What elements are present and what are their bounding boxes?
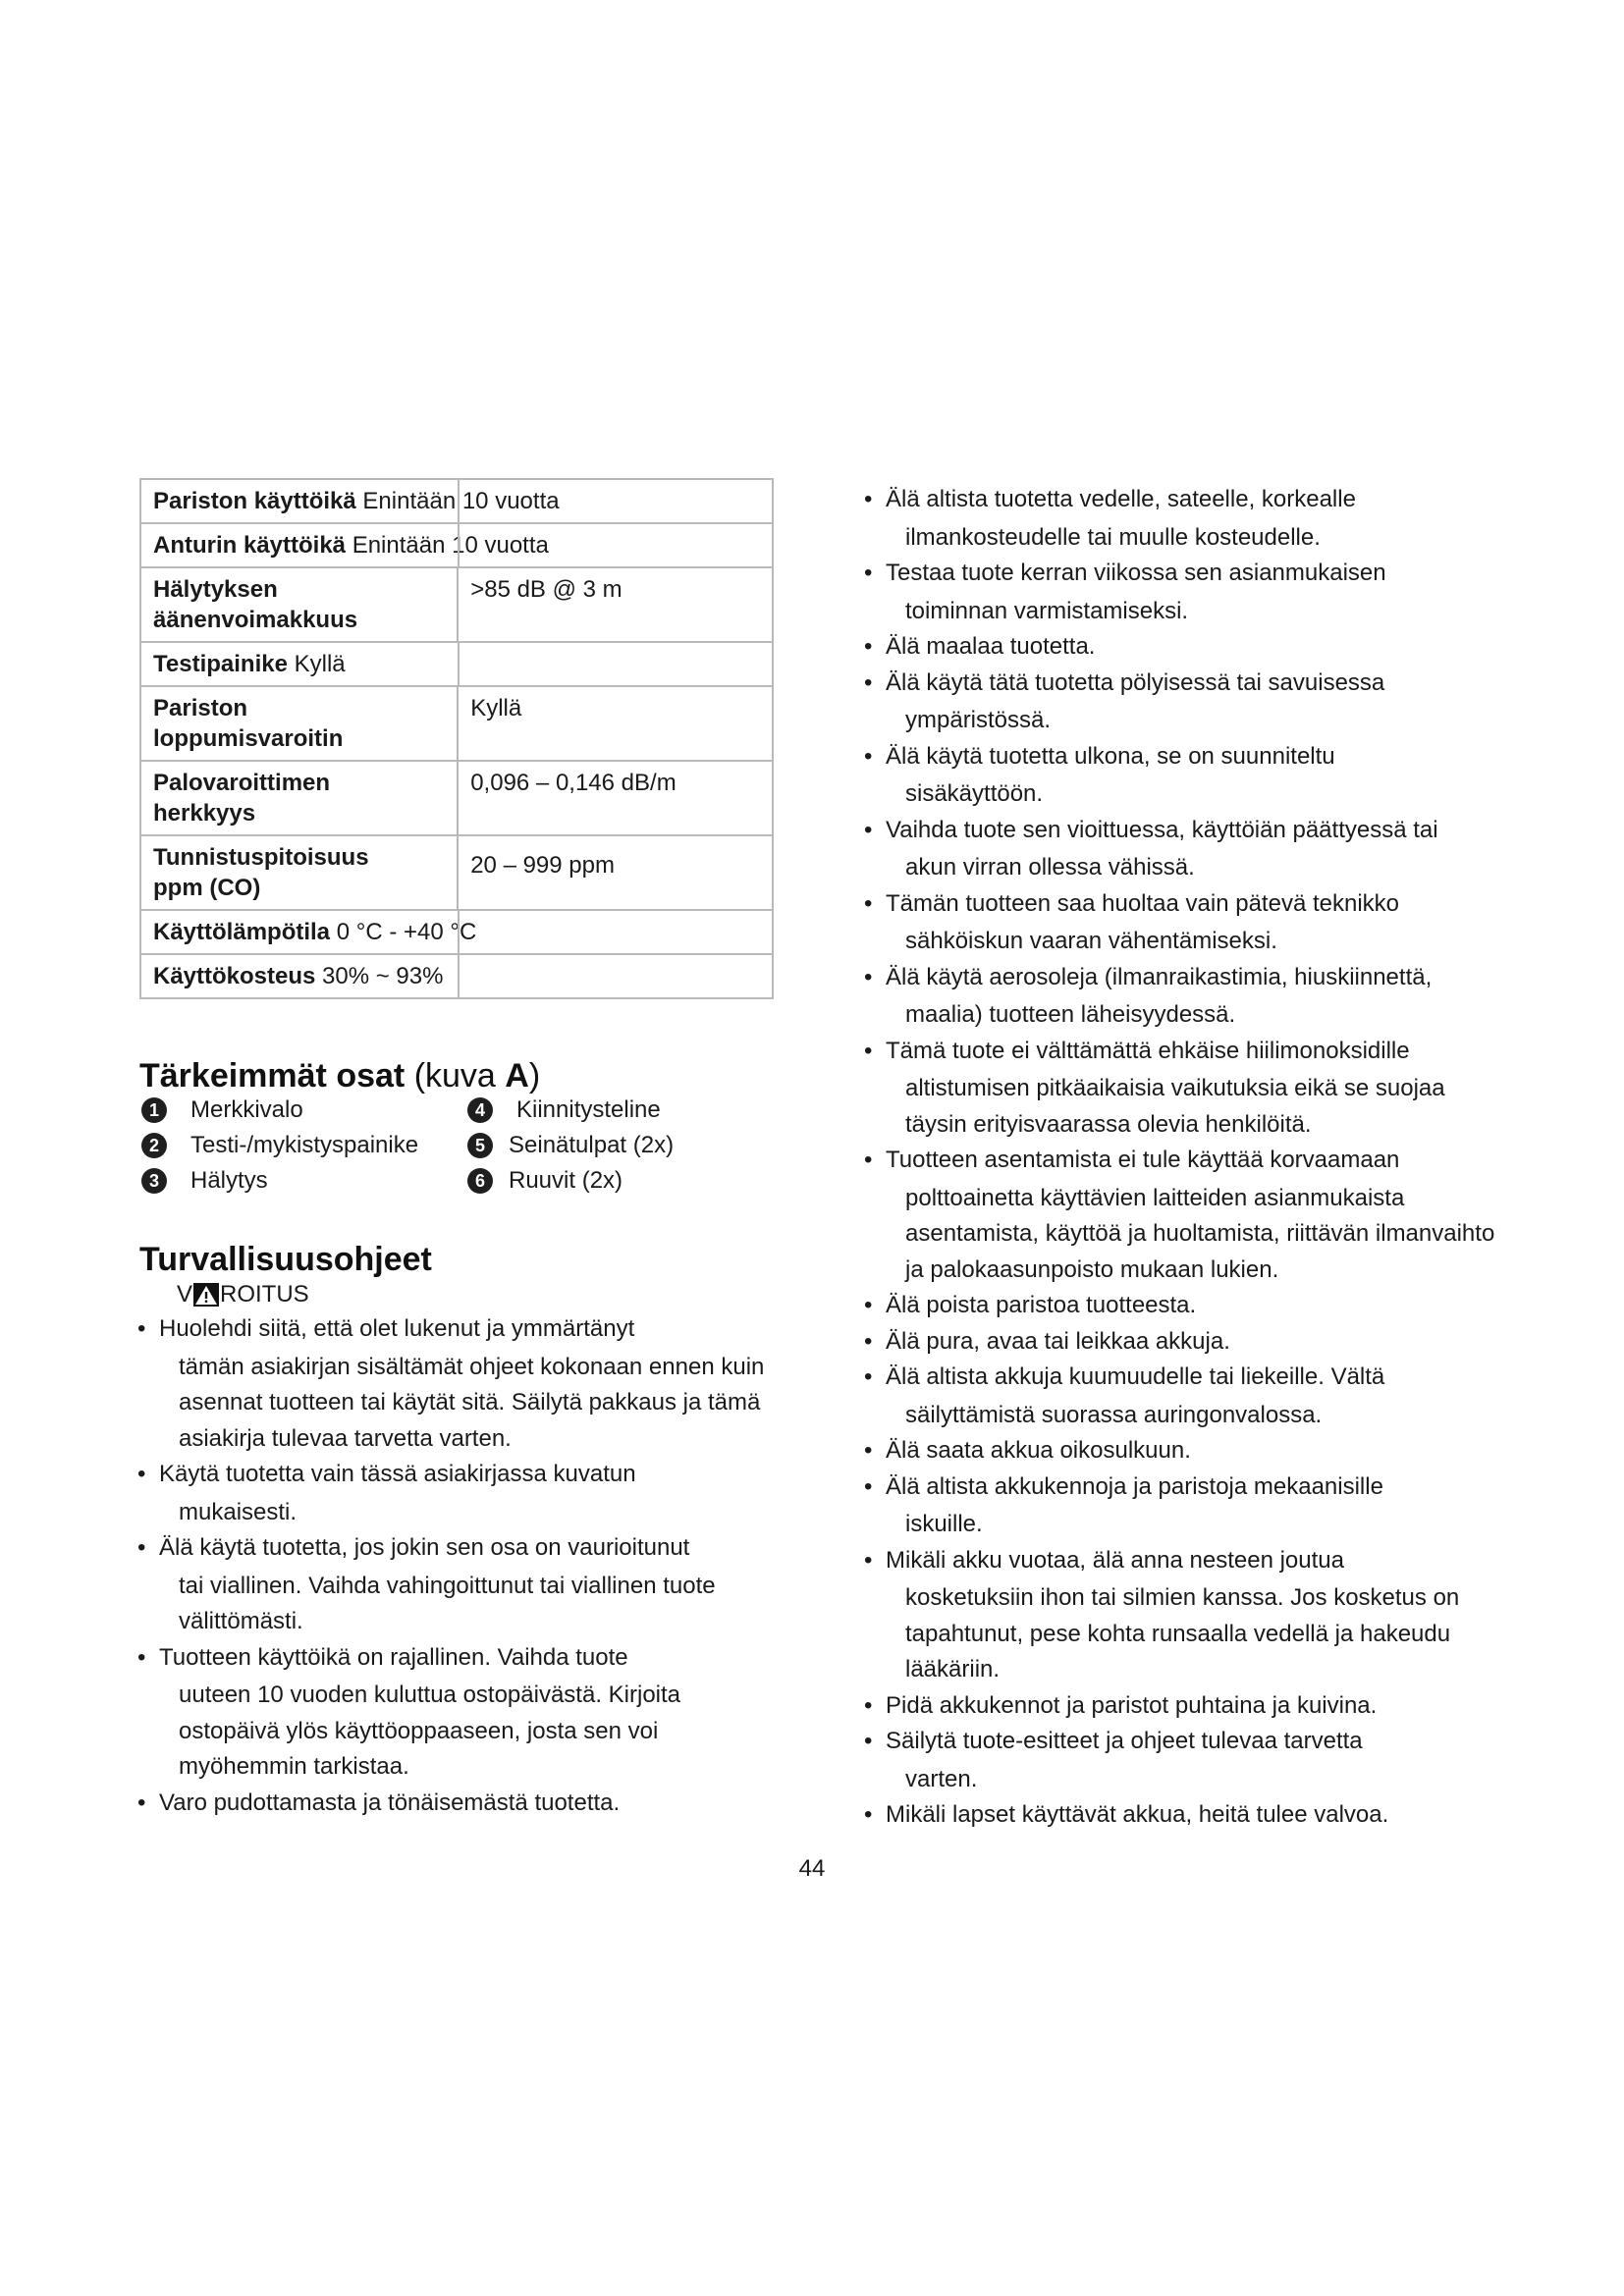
safety-list-left [137,1311,785,1821]
spec-row [140,523,773,567]
safety-list-item [864,1433,1502,1469]
spec-value-cell [458,686,773,761]
safety-item-text: • Älä käytä tätä tuotetta pölyisessä tai savuisessa ympäristössä. [886,666,1502,739]
safety-item-text: • Älä altista akkuja kuumuudelle tai liekeille. Vältä säilyttämistä suorassa auringonvalossa. [886,1360,1502,1433]
warning-prefix: V [177,1281,193,1308]
spec-value: 0,096 – 0,146 dB/m [470,770,677,796]
safety-list-item [864,1797,1502,1834]
number-badge-icon: 5 [467,1133,493,1158]
number-badge-icon: 3 [141,1168,167,1194]
spec-label: Tunnistuspitoisuus ppm (CO) [153,844,369,901]
spec-row [140,835,773,910]
page-number: 44 [798,1855,826,1882]
safety-item-text: • Älä käytä aerosoleja (ilmanraikastimia, hiuskiinnettä, maalia) tuotteen läheisyydessä. [886,960,1502,1034]
spec-value: 20 – 999 ppm [470,852,615,879]
spec-label: Käyttölämpötila [153,919,331,945]
part-item [467,1163,674,1199]
safety-list-item [864,1143,1502,1288]
spec-value: 0 °C - +40 °C [336,919,477,945]
safety-item-text: • Mikäli akku vuotaa, älä anna nesteen joutua kosketuksiin ihon tai silmien kanssa. Jos kosketus on tapahtunut, pese kohta runsaalla vedellä ja hakeudu lääkäriin. [886,1543,1502,1688]
safety-item-text: • Säilytä tuote-esitteet ja ohjeet tulevaa tarvetta varten. [886,1724,1502,1797]
spec-merged-cell [140,642,773,686]
safety-list-item [864,482,1502,556]
safety-list-item [864,1469,1502,1543]
safety-list-item [864,1688,1502,1725]
spec-value-cell [458,835,773,910]
spec-value: Enintään 10 vuotta [352,532,549,559]
safety-list-item [864,886,1502,960]
spec-row [140,567,773,642]
safety-item-continuation: tai viallinen. Vaihda vahingoittunut tai viallinen tuote välittömästi. [179,1572,716,1634]
spec-label-cell [140,686,458,761]
spec-row [140,479,773,523]
safety-item-text: • Käytä tuotetta vain tässä asiakirjassa kuvatun mukaisesti. [159,1457,785,1530]
part-item [467,1093,674,1128]
spec-value-cell [458,567,773,642]
safety-item-text: • Älä käytä tuotetta ulkona, se on suunniteltu sisäkäyttöön. [886,739,1502,813]
safety-list-item [137,1530,785,1640]
safety-item-continuation: mukaisesti. [179,1498,298,1525]
safety-item-text: • Tuotteen käyttöikä on rajallinen. Vaihda tuote uuteen 10 vuoden kuluttua ostopäivästä. Kirjoita ostopäivä ylös käyttöoppaaseen, josta sen voi myöhemmin tarkistaa. [159,1640,785,1786]
safety-item-continuation: iskuille. [905,1511,983,1537]
safety-item-text: • Pidä akkukennot ja paristot puhtaina ja kuivina. [886,1691,1378,1719]
parts-heading-paren-open: (kuva [413,1057,506,1095]
warning-label [177,1281,309,1308]
safety-list-item [137,1640,785,1786]
safety-item-text: • Älä altista akkukennoja ja paristoja mekaanisille iskuille. [886,1469,1502,1543]
spec-label: Pariston käyttöikä [153,488,356,514]
spec-value: >85 dB @ 3 m [470,576,623,603]
safety-list-item [137,1311,785,1457]
part-label: Merkkivalo [190,1096,303,1123]
spec-merged-cell [140,954,773,998]
safety-list-item [864,813,1502,886]
safety-list-item [864,960,1502,1034]
safety-list-item [864,1288,1502,1324]
spec-row [140,642,773,686]
spec-label: Pariston loppumisvaroitin [153,695,344,752]
safety-item-continuation: säilyttämistä suorassa auringonvalossa. [905,1401,1323,1428]
spec-row [140,954,773,998]
safety-item-continuation: ilmankosteudelle tai muulle kosteudelle. [905,523,1321,551]
safety-item-text: • Testaa tuote kerran viikossa sen asianmukaisen toiminnan varmistamiseksi. [886,556,1502,629]
part-item [467,1128,674,1163]
safety-item-continuation: sisäkäyttöön. [905,780,1044,807]
safety-list-item [864,1034,1502,1144]
number-badge-icon: 2 [141,1133,167,1158]
parts-heading [139,1057,540,1095]
safety-list-item [864,1324,1502,1361]
part-item [141,1163,418,1199]
safety-list-item [864,739,1502,813]
spec-value: 30% ~ 93% [322,963,444,989]
safety-list-item [137,1786,785,1822]
safety-item-text: • Älä saata akkua oikosulkuun. [886,1437,1191,1464]
warning-triangle-icon [193,1283,219,1307]
part-label: Hälytys [190,1167,268,1194]
part-label: Kiinnitysteline [516,1096,661,1123]
spec-label: Testipainike [153,651,288,677]
safety-item-text: • Älä maalaa tuotetta. [886,633,1096,660]
safety-list-item [864,1543,1502,1688]
parts-heading-bold: Tärkeimmät osat [139,1057,406,1095]
safety-list-item [864,1724,1502,1797]
part-label: Ruuvit (2x) [509,1167,623,1194]
spec-row [140,761,773,835]
spec-value: Kyllä [470,695,522,721]
safety-item-continuation: sähköiskun vaaran vähentämiseksi. [905,928,1277,954]
spec-label: Hälytyksen äänenvoimakkuus [153,576,358,633]
warning-rest: ROITUS [220,1281,309,1308]
parts-heading-paren-close: ) [528,1057,541,1095]
number-badge-icon: 4 [467,1097,493,1123]
spec-label-cell [140,761,458,835]
safety-item-text: • Älä pura, avaa tai leikkaa akkuja. [886,1327,1230,1355]
spec-value: Kyllä [294,651,346,677]
safety-item-continuation: polttoainetta käyttävien laitteiden asianmukaista asentamista, käyttöä ja huoltamista, riittävän ilmanvaihto ja palokaasunpoisto mukaan lukien. [905,1184,1495,1283]
part-label: Seinätulpat (2x) [509,1132,675,1158]
number-badge-icon: 1 [141,1097,167,1123]
safety-item-text: • Älä altista tuotetta vedelle, sateelle, korkealle ilmankosteudelle tai muulle kosteudelle. [886,482,1502,556]
part-item [141,1093,418,1128]
safety-item-text: • Tämä tuote ei välttämättä ehkäise hiilimonoksidille altistumisen pitkäaikaisia vaikutuksia eikä se suojaa täysin erityisvaarassa olevia henkilöitä. [886,1034,1502,1144]
spec-value: Enintään 10 vuotta [362,488,560,514]
safety-list-item [864,666,1502,739]
safety-item-text: • Huolehdi siitä, että olet lukenut ja ymmärtänyt tämän asiakirjan sisältämät ohjeet kokonaan ennen kuin asennat tuotteen tai käytät sitä. Säilytä pakkaus ja tämä asiakirja tulevaa tarvetta varten. [159,1311,785,1457]
safety-item-continuation: uuteen 10 vuoden kuluttua ostopäivästä. Kirjoita ostopäivä ylös käyttöoppaaseen, josta sen voi myöhemmin tarkistaa. [179,1682,681,1780]
safety-item-continuation: maalia) tuotteen läheisyydessä. [905,1001,1236,1028]
safety-item-text: • Älä poista paristoa tuotteesta. [886,1292,1197,1318]
spec-table [139,478,774,999]
spec-merged-cell [140,479,773,523]
safety-item-text: • Tuotteen asentamista ei tule käyttää korvaamaan polttoainetta käyttävien laitteiden asianmukaista asentamista, käyttöä ja huoltamista, riittävän ilmanvaihto ja palokaasunpoisto mukaan lukien. [886,1143,1502,1288]
safety-list-right [864,482,1502,1834]
part-label: Testi-/mykistyspainike [190,1132,419,1158]
safety-item-text: • Varo pudottamasta ja tönäisemästä tuotetta. [159,1789,621,1816]
safety-item-text: • Älä käytä tuotetta, jos jokin sen osa on vaurioitunut tai viallinen. Vaihda vahingoittunut tai viallinen tuote välittömästi. [159,1530,785,1640]
spec-row [140,910,773,954]
parts-list-left [141,1093,418,1199]
safety-item-continuation: varten. [905,1765,978,1792]
safety-list-item [864,1360,1502,1433]
safety-list-item [864,556,1502,629]
safety-item-continuation: ympäristössä. [905,707,1052,733]
spec-merged-cell [140,910,773,954]
spec-label-cell [140,567,458,642]
safety-item-continuation: tämän asiakirjan sisältämät ohjeet kokonaan ennen kuin asennat tuotteen tai käytät sitä. Säilytä pakkaus ja tämä asiakirja tulevaa tarvetta varten. [179,1353,765,1452]
parts-list-right [467,1093,674,1199]
spec-value-cell [458,761,773,835]
safety-item-text: • Vaihda tuote sen vioittuessa, käyttöiän päättyessä tai akun virran ollessa vähissä. [886,813,1502,886]
spec-row [140,686,773,761]
safety-item-text: • Mikäli lapset käyttävät akkua, heitä tulee valvoa. [886,1801,1389,1828]
spec-label-cell [140,835,458,910]
safety-heading: Turvallisuusohjeet [139,1241,432,1278]
safety-list-item [137,1457,785,1530]
spec-label: Käyttökosteus [153,963,316,989]
parts-heading-letter: A [505,1057,529,1095]
spec-label: Anturin käyttöikä [153,532,347,559]
safety-item-continuation: altistumisen pitkäaikaisia vaikutuksia eikä se suojaa täysin erityisvaarassa olevia henkilöitä. [905,1075,1445,1138]
safety-item-continuation: toiminnan varmistamiseksi. [905,597,1189,624]
safety-item-continuation: akun virran ollessa vähissä. [905,854,1195,881]
spec-label: Palovaroittimen herkkyys [153,770,331,827]
safety-item-text: • Tämän tuotteen saa huoltaa vain pätevä teknikko sähköiskun vaaran vähentämiseksi. [886,886,1502,960]
part-item [141,1128,418,1163]
number-badge-icon: 6 [467,1168,493,1194]
safety-list-item [864,629,1502,666]
spec-merged-cell [140,523,773,567]
safety-item-continuation: kosketuksiin ihon tai silmien kanssa. Jos kosketus on tapahtunut, pese kohta runsaalla vedellä ja hakeudu lääkäriin. [905,1584,1460,1682]
